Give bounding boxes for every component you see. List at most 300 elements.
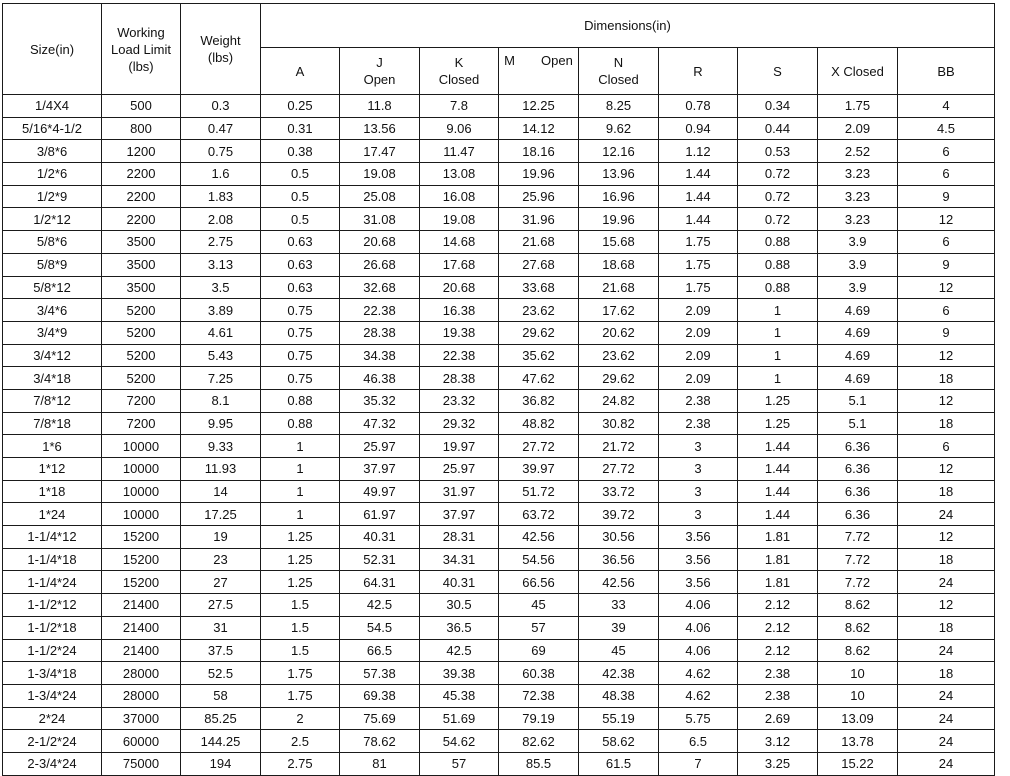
cell-m-open: 12.25 [499,95,579,118]
cell-bb: 9 [898,185,995,208]
cell-n-closed: 61.5 [579,752,659,775]
cell-x-closed: 3.23 [818,208,898,231]
cell-bb: 12 [898,344,995,367]
cell-n-closed: 12.16 [579,140,659,163]
cell-x-closed: 6.36 [818,458,898,481]
cell-weight: 8.1 [181,389,261,412]
cell-r: 0.78 [659,95,738,118]
cell-m-open: 25.96 [499,185,579,208]
cell-k-closed: 20.68 [420,276,499,299]
cell-bb: 18 [898,548,995,571]
cell-x-closed: 7.72 [818,548,898,571]
cell-weight: 3.13 [181,253,261,276]
cell-size: 1-3/4*18 [3,662,102,685]
cell-size: 3/4*6 [3,299,102,322]
cell-s: 1.44 [738,435,818,458]
cell-m-open: 27.72 [499,435,579,458]
cell-x-closed: 6.36 [818,480,898,503]
cell-j-open: 35.32 [340,389,420,412]
cell-m-open: 79.19 [499,707,579,730]
cell-a: 0.75 [261,344,340,367]
cell-bb: 24 [898,752,995,775]
cell-j-open: 66.5 [340,639,420,662]
cell-n-closed: 36.56 [579,548,659,571]
cell-k-closed: 37.97 [420,503,499,526]
table-row [3,435,995,458]
cell-weight: 0.47 [181,117,261,140]
cell-x-closed: 7.72 [818,571,898,594]
cell-j-open: 17.47 [340,140,420,163]
cell-j-open: 42.5 [340,594,420,617]
header-j-open: J Open [340,48,420,95]
cell-bb: 6 [898,231,995,254]
table-row [3,344,995,367]
cell-r: 4.06 [659,616,738,639]
cell-m-open: 31.96 [499,208,579,231]
cell-a: 0.75 [261,299,340,322]
cell-working-load-limit: 15200 [102,548,181,571]
cell-j-open: 34.38 [340,344,420,367]
cell-m-open: 60.38 [499,662,579,685]
cell-s: 0.72 [738,208,818,231]
table-row [3,321,995,344]
table-row [3,707,995,730]
cell-j-open: 13.56 [340,117,420,140]
table-row [3,208,995,231]
table-row [3,253,995,276]
cell-x-closed: 15.22 [818,752,898,775]
cell-k-closed: 39.38 [420,662,499,685]
cell-x-closed: 8.62 [818,594,898,617]
table-row [3,117,995,140]
cell-r: 3.56 [659,548,738,571]
cell-weight: 31 [181,616,261,639]
table-row [3,299,995,322]
table-row [3,730,995,753]
cell-j-open: 31.08 [340,208,420,231]
cell-size: 1*18 [3,480,102,503]
cell-j-open: 54.5 [340,616,420,639]
cell-r: 5.75 [659,707,738,730]
cell-x-closed: 4.69 [818,299,898,322]
table-row [3,639,995,662]
cell-r: 1.44 [659,185,738,208]
cell-working-load-limit: 3500 [102,276,181,299]
cell-weight: 58 [181,684,261,707]
cell-r: 3.56 [659,526,738,549]
cell-j-open: 37.97 [340,458,420,481]
header-size: Size(in) [3,4,102,95]
table-row [3,503,995,526]
cell-r: 3 [659,503,738,526]
cell-k-closed: 9.06 [420,117,499,140]
cell-m-open: 21.68 [499,231,579,254]
cell-x-closed: 10 [818,662,898,685]
cell-size: 3/4*18 [3,367,102,390]
cell-n-closed: 48.38 [579,684,659,707]
cell-a: 1.5 [261,639,340,662]
cell-r: 2.09 [659,299,738,322]
cell-k-closed: 28.31 [420,526,499,549]
cell-weight: 9.95 [181,412,261,435]
cell-working-load-limit: 21400 [102,616,181,639]
table-row [3,752,995,775]
cell-n-closed: 18.68 [579,253,659,276]
cell-r: 1.44 [659,163,738,186]
cell-a: 0.75 [261,321,340,344]
cell-size: 7/8*12 [3,389,102,412]
cell-j-open: 20.68 [340,231,420,254]
cell-k-closed: 31.97 [420,480,499,503]
cell-x-closed: 7.72 [818,526,898,549]
cell-s: 2.12 [738,616,818,639]
table-row [3,276,995,299]
cell-working-load-limit: 60000 [102,730,181,753]
table-row [3,185,995,208]
cell-weight: 27.5 [181,594,261,617]
cell-a: 1.5 [261,594,340,617]
cell-m-open: 42.56 [499,526,579,549]
cell-n-closed: 13.96 [579,163,659,186]
cell-s: 1.44 [738,480,818,503]
cell-k-closed: 28.38 [420,367,499,390]
table-row [3,480,995,503]
cell-r: 1.12 [659,140,738,163]
cell-s: 0.53 [738,140,818,163]
cell-bb: 6 [898,140,995,163]
cell-a: 0.75 [261,367,340,390]
cell-k-closed: 57 [420,752,499,775]
cell-s: 2.38 [738,684,818,707]
cell-bb: 4 [898,95,995,118]
cell-s: 1 [738,321,818,344]
cell-size: 1/2*9 [3,185,102,208]
cell-size: 1-1/2*24 [3,639,102,662]
cell-working-load-limit: 28000 [102,662,181,685]
cell-n-closed: 16.96 [579,185,659,208]
cell-s: 2.69 [738,707,818,730]
table-row [3,571,995,594]
cell-j-open: 25.08 [340,185,420,208]
cell-a: 2 [261,707,340,730]
cell-weight: 3.89 [181,299,261,322]
cell-r: 4.62 [659,684,738,707]
cell-x-closed: 4.69 [818,321,898,344]
cell-n-closed: 30.82 [579,412,659,435]
cell-size: 3/8*6 [3,140,102,163]
cell-bb: 24 [898,684,995,707]
cell-j-open: 81 [340,752,420,775]
cell-a: 1.25 [261,548,340,571]
cell-r: 6.5 [659,730,738,753]
cell-working-load-limit: 7200 [102,389,181,412]
cell-x-closed: 13.78 [818,730,898,753]
cell-m-open: 33.68 [499,276,579,299]
cell-j-open: 61.97 [340,503,420,526]
header-weight: Weight (lbs) [181,4,261,95]
cell-n-closed: 21.72 [579,435,659,458]
cell-x-closed: 2.52 [818,140,898,163]
cell-size: 5/8*9 [3,253,102,276]
cell-weight: 27 [181,571,261,594]
cell-working-load-limit: 10000 [102,435,181,458]
cell-m-open: 14.12 [499,117,579,140]
cell-size: 1*24 [3,503,102,526]
cell-k-closed: 54.62 [420,730,499,753]
cell-s: 0.88 [738,276,818,299]
cell-bb: 18 [898,662,995,685]
cell-working-load-limit: 7200 [102,412,181,435]
cell-k-closed: 34.31 [420,548,499,571]
cell-x-closed: 3.9 [818,276,898,299]
cell-x-closed: 5.1 [818,412,898,435]
cell-k-closed: 22.38 [420,344,499,367]
cell-n-closed: 19.96 [579,208,659,231]
cell-weight: 4.61 [181,321,261,344]
cell-s: 2.12 [738,594,818,617]
cell-a: 1 [261,480,340,503]
header-m-open: M Open [499,48,579,95]
cell-weight: 11.93 [181,458,261,481]
cell-a: 1 [261,458,340,481]
cell-size: 2-1/2*24 [3,730,102,753]
cell-r: 2.09 [659,344,738,367]
cell-a: 1.25 [261,571,340,594]
cell-a: 0.88 [261,412,340,435]
cell-x-closed: 13.09 [818,707,898,730]
cell-working-load-limit: 3500 [102,253,181,276]
cell-working-load-limit: 2200 [102,208,181,231]
cell-size: 1/2*6 [3,163,102,186]
cell-m-open: 29.62 [499,321,579,344]
cell-s: 1.44 [738,458,818,481]
cell-weight: 144.25 [181,730,261,753]
table-row [3,367,995,390]
cell-k-closed: 19.97 [420,435,499,458]
cell-size: 1-1/2*18 [3,616,102,639]
cell-weight: 3.5 [181,276,261,299]
cell-bb: 24 [898,730,995,753]
cell-s: 0.44 [738,117,818,140]
cell-j-open: 75.69 [340,707,420,730]
header-bb: BB [898,48,995,95]
cell-bb: 18 [898,367,995,390]
cell-a: 0.88 [261,389,340,412]
cell-r: 7 [659,752,738,775]
cell-m-open: 47.62 [499,367,579,390]
cell-s: 0.72 [738,185,818,208]
spec-table-body [3,95,995,776]
cell-working-load-limit: 10000 [102,458,181,481]
cell-k-closed: 17.68 [420,253,499,276]
cell-j-open: 25.97 [340,435,420,458]
table-row [3,163,995,186]
table-row [3,458,995,481]
cell-s: 3.12 [738,730,818,753]
cell-n-closed: 29.62 [579,367,659,390]
cell-j-open: 78.62 [340,730,420,753]
cell-size: 3/4*9 [3,321,102,344]
cell-size: 5/8*6 [3,231,102,254]
cell-m-open: 19.96 [499,163,579,186]
cell-bb: 6 [898,435,995,458]
cell-x-closed: 2.09 [818,117,898,140]
cell-s: 0.88 [738,253,818,276]
cell-bb: 12 [898,458,995,481]
cell-n-closed: 58.62 [579,730,659,753]
cell-m-open: 69 [499,639,579,662]
cell-s: 1.25 [738,412,818,435]
cell-a: 0.5 [261,163,340,186]
cell-a: 0.38 [261,140,340,163]
cell-r: 2.09 [659,367,738,390]
cell-working-load-limit: 10000 [102,503,181,526]
cell-a: 1 [261,435,340,458]
cell-bb: 12 [898,208,995,231]
cell-bb: 12 [898,594,995,617]
cell-j-open: 28.38 [340,321,420,344]
cell-m-open: 39.97 [499,458,579,481]
cell-x-closed: 6.36 [818,435,898,458]
cell-n-closed: 23.62 [579,344,659,367]
cell-s: 2.38 [738,662,818,685]
cell-bb: 6 [898,163,995,186]
table-row [3,594,995,617]
cell-k-closed: 13.08 [420,163,499,186]
cell-size: 1-1/2*12 [3,594,102,617]
cell-a: 0.63 [261,231,340,254]
cell-size: 1-1/4*12 [3,526,102,549]
cell-working-load-limit: 1200 [102,140,181,163]
cell-r: 4.06 [659,594,738,617]
cell-bb: 18 [898,480,995,503]
cell-r: 3 [659,435,738,458]
cell-j-open: 19.08 [340,163,420,186]
cell-weight: 2.75 [181,231,261,254]
cell-s: 1.44 [738,503,818,526]
cell-a: 1.25 [261,526,340,549]
cell-r: 3 [659,458,738,481]
cell-r: 2.38 [659,412,738,435]
cell-working-load-limit: 21400 [102,639,181,662]
cell-weight: 1.83 [181,185,261,208]
cell-k-closed: 16.38 [420,299,499,322]
spec-table-container [2,3,995,776]
cell-weight: 2.08 [181,208,261,231]
cell-k-closed: 19.38 [420,321,499,344]
cell-working-load-limit: 15200 [102,571,181,594]
cell-j-open: 47.32 [340,412,420,435]
header-k-closed: K Closed [420,48,499,95]
cell-x-closed: 1.75 [818,95,898,118]
cell-n-closed: 42.56 [579,571,659,594]
cell-x-closed: 3.23 [818,163,898,186]
cell-m-open: 51.72 [499,480,579,503]
cell-x-closed: 4.69 [818,344,898,367]
cell-k-closed: 29.32 [420,412,499,435]
cell-working-load-limit: 5200 [102,344,181,367]
cell-n-closed: 9.62 [579,117,659,140]
cell-size: 3/4*12 [3,344,102,367]
cell-r: 1.44 [659,208,738,231]
cell-working-load-limit: 15200 [102,526,181,549]
cell-a: 0.5 [261,208,340,231]
cell-a: 1 [261,503,340,526]
cell-n-closed: 24.82 [579,389,659,412]
table-row [3,412,995,435]
cell-bb: 6 [898,299,995,322]
cell-j-open: 69.38 [340,684,420,707]
cell-bb: 24 [898,639,995,662]
cell-j-open: 11.8 [340,95,420,118]
cell-size: 1*6 [3,435,102,458]
cell-size: 5/16*4-1/2 [3,117,102,140]
cell-s: 1 [738,344,818,367]
cell-bb: 24 [898,503,995,526]
header-x-closed: X Closed [818,48,898,95]
turnbuckle-spec-table [2,3,995,776]
cell-m-open: 57 [499,616,579,639]
cell-size: 1/4X4 [3,95,102,118]
cell-size: 5/8*12 [3,276,102,299]
cell-weight: 85.25 [181,707,261,730]
cell-weight: 52.5 [181,662,261,685]
cell-weight: 194 [181,752,261,775]
cell-x-closed: 5.1 [818,389,898,412]
cell-bb: 12 [898,276,995,299]
cell-bb: 12 [898,389,995,412]
cell-k-closed: 14.68 [420,231,499,254]
cell-working-load-limit: 500 [102,95,181,118]
cell-working-load-limit: 3500 [102,231,181,254]
cell-r: 4.62 [659,662,738,685]
cell-n-closed: 33 [579,594,659,617]
cell-n-closed: 8.25 [579,95,659,118]
cell-x-closed: 8.62 [818,616,898,639]
cell-n-closed: 21.68 [579,276,659,299]
cell-s: 1.81 [738,571,818,594]
cell-k-closed: 40.31 [420,571,499,594]
cell-n-closed: 27.72 [579,458,659,481]
cell-weight: 7.25 [181,367,261,390]
cell-working-load-limit: 2200 [102,163,181,186]
cell-k-closed: 19.08 [420,208,499,231]
cell-j-open: 49.97 [340,480,420,503]
cell-working-load-limit: 5200 [102,321,181,344]
cell-m-open: 66.56 [499,571,579,594]
cell-s: 0.72 [738,163,818,186]
cell-m-open: 48.82 [499,412,579,435]
cell-j-open: 57.38 [340,662,420,685]
cell-n-closed: 39.72 [579,503,659,526]
cell-s: 2.12 [738,639,818,662]
cell-n-closed: 30.56 [579,526,659,549]
table-row [3,684,995,707]
cell-k-closed: 7.8 [420,95,499,118]
cell-r: 1.75 [659,231,738,254]
table-row [3,526,995,549]
cell-size: 1-1/4*24 [3,571,102,594]
cell-x-closed: 3.9 [818,253,898,276]
cell-a: 1.75 [261,662,340,685]
cell-n-closed: 42.38 [579,662,659,685]
header-s: S [738,48,818,95]
cell-j-open: 32.68 [340,276,420,299]
cell-a: 0.5 [261,185,340,208]
cell-working-load-limit: 28000 [102,684,181,707]
cell-s: 1.81 [738,548,818,571]
cell-s: 1 [738,299,818,322]
